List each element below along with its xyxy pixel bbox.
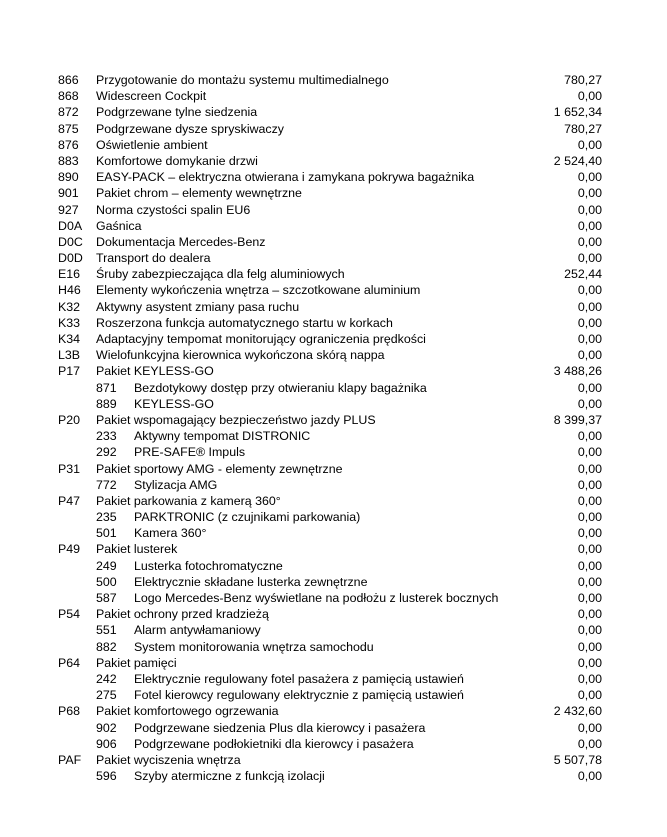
option-price: 0,00 <box>577 688 602 703</box>
option-row <box>0 169 667 185</box>
sub-option-row <box>0 590 667 606</box>
option-price: 0,00 <box>577 186 602 201</box>
option-code: P54 <box>58 607 81 622</box>
option-row <box>0 250 667 266</box>
option-price: 0,00 <box>577 315 602 330</box>
option-description: Pakiet lusterek <box>96 542 178 557</box>
option-code: 871 <box>96 380 117 395</box>
option-description: Śruby zabezpieczająca dla felg aluminiowych <box>96 267 345 282</box>
option-description: Roszerzona funkcja automatycznego startu w korkach <box>96 315 393 330</box>
option-code: 772 <box>96 477 117 492</box>
option-row <box>0 121 667 137</box>
sub-option-row <box>0 687 667 703</box>
option-price: 0,00 <box>577 591 602 605</box>
option-code: 551 <box>96 623 117 638</box>
option-row <box>0 461 667 477</box>
option-code: 500 <box>96 574 117 589</box>
option-code: 868 <box>58 89 79 104</box>
option-code: D0C <box>58 234 83 249</box>
option-description: Stylizacja AMG <box>134 477 218 492</box>
option-description: Transport do dealera <box>96 251 211 266</box>
option-price: 0,00 <box>577 283 602 298</box>
option-code: P17 <box>58 364 81 379</box>
option-row <box>0 104 667 120</box>
sub-option-row <box>0 720 667 736</box>
option-description: Podgrzewane podłokietniki dla kierowcy i pasażera <box>134 736 414 751</box>
option-row <box>0 266 667 282</box>
option-description: Pakiet parkowania z kamerą 360° <box>96 493 281 508</box>
option-row <box>0 153 667 169</box>
option-row <box>0 541 667 557</box>
option-price: 0,00 <box>577 542 602 557</box>
option-row <box>0 234 667 250</box>
option-price: 1 652,34 <box>553 105 602 120</box>
option-code: L3B <box>58 348 81 363</box>
option-row <box>0 752 667 768</box>
option-code: 901 <box>58 186 79 201</box>
option-code: 875 <box>58 121 79 136</box>
option-price: 0,00 <box>577 202 602 217</box>
sub-option-row <box>0 428 667 444</box>
option-description: Lusterka fotochromatyczne <box>134 558 283 573</box>
option-description: Pakiet pamięci <box>96 655 177 670</box>
option-description: Pakiet wyciszenia wnętrza <box>96 752 241 767</box>
option-description: PRE-SAFE® Impuls <box>134 445 246 460</box>
sub-option-row <box>0 444 667 460</box>
option-row <box>0 493 667 509</box>
option-code: P68 <box>58 704 81 719</box>
option-row <box>0 185 667 201</box>
sub-option-row <box>0 768 667 784</box>
option-price: 3 488,26 <box>553 364 602 379</box>
option-price: 2 524,40 <box>553 153 602 168</box>
option-code: K34 <box>58 332 81 346</box>
option-row <box>0 331 667 347</box>
option-description: Pakiet ochrony przed kradzieżą <box>96 607 269 622</box>
option-code: PAF <box>58 752 82 767</box>
option-row <box>0 363 667 379</box>
option-price: 0,00 <box>577 510 602 525</box>
option-price: 0,00 <box>577 396 602 411</box>
option-row <box>0 72 667 88</box>
option-description: Podgrzewane tylne siedzenia <box>96 105 258 120</box>
option-row <box>0 282 667 298</box>
option-price: 0,00 <box>577 234 602 249</box>
option-description: Pakiet sportowy AMG - elementy zewnętrzne <box>96 461 343 476</box>
option-description: Pakiet komfortowego ogrzewania <box>96 704 279 719</box>
option-code: 872 <box>58 105 79 120</box>
sub-option-row <box>0 671 667 687</box>
option-code: P49 <box>58 542 81 557</box>
option-price: 0,00 <box>577 445 602 460</box>
option-code: P20 <box>58 412 81 427</box>
sub-option-row <box>0 574 667 590</box>
sub-option-row <box>0 639 667 655</box>
option-code: P31 <box>58 461 81 476</box>
option-description: Pakiet wspomagający bezpieczeństwo jazdy PLUS <box>96 412 376 427</box>
option-price: 0,00 <box>577 477 602 492</box>
option-code: 866 <box>58 73 79 87</box>
option-description: Elektrycznie regulowany fotel pasażera z pamięcią ustawień <box>134 671 464 686</box>
option-code: 890 <box>58 170 79 185</box>
option-description: Elektrycznie składane lusterka zewnętrzne <box>134 574 368 589</box>
option-code: 889 <box>96 396 117 411</box>
option-code: E16 <box>58 267 81 282</box>
option-price: 0,00 <box>577 348 602 363</box>
option-price: 0,00 <box>577 526 602 541</box>
option-price: 0,00 <box>577 170 602 185</box>
option-price: 0,00 <box>577 736 602 751</box>
option-code: D0D <box>58 251 83 266</box>
option-price: 252,44 <box>564 267 602 282</box>
option-description: Fotel kierowcy regulowany elektrycznie z pamięcią ustawień <box>134 688 464 703</box>
option-price: 0,00 <box>577 769 602 784</box>
option-row <box>0 202 667 218</box>
option-description: Aktywny tempomat DISTRONIC <box>134 429 311 444</box>
option-price: 0,00 <box>577 218 602 233</box>
option-row <box>0 299 667 315</box>
option-code: D0A <box>58 218 83 233</box>
option-price: 0,00 <box>577 574 602 589</box>
option-code: 882 <box>96 639 117 654</box>
option-price: 0,00 <box>577 89 602 104</box>
option-code: 927 <box>58 202 79 217</box>
option-row <box>0 412 667 428</box>
option-price: 0,00 <box>577 607 602 622</box>
option-description: Podgrzewane dysze spryskiwaczy <box>96 121 285 136</box>
sub-option-row <box>0 558 667 574</box>
sub-option-row <box>0 622 667 638</box>
option-code: 883 <box>58 153 79 168</box>
option-row <box>0 315 667 331</box>
option-description: Pakiet KEYLESS-GO <box>96 364 214 379</box>
option-row <box>0 703 667 719</box>
option-description: Adaptacyjny tempomat monitorujący ograniczenia prędkości <box>96 332 426 346</box>
option-description: Gaśnica <box>96 218 142 233</box>
option-price: 0,00 <box>577 639 602 654</box>
option-price: 0,00 <box>577 380 602 395</box>
option-code: P64 <box>58 655 81 670</box>
equipment-price-list <box>0 72 667 784</box>
option-code: H46 <box>58 283 81 298</box>
option-row <box>0 218 667 234</box>
option-description: Szyby atermiczne z funkcją izolacji <box>134 769 325 784</box>
option-code: 596 <box>96 769 117 784</box>
option-description: PARKTRONIC (z czujnikami parkowania) <box>134 510 361 525</box>
option-description: Norma czystości spalin EU6 <box>96 202 251 217</box>
option-price: 780,27 <box>564 73 602 87</box>
option-price: 2 432,60 <box>553 704 602 719</box>
option-row <box>0 347 667 363</box>
option-price: 0,00 <box>577 251 602 266</box>
option-price: 0,00 <box>577 299 602 314</box>
option-description: Podgrzewane siedzenia Plus dla kierowcy i pasażera <box>134 720 426 735</box>
option-row <box>0 606 667 622</box>
option-code: 906 <box>96 736 117 751</box>
sub-option-row <box>0 477 667 493</box>
option-price: 0,00 <box>577 332 602 346</box>
option-code: P47 <box>58 493 81 508</box>
sub-option-row <box>0 380 667 396</box>
sub-option-row <box>0 509 667 525</box>
option-price: 0,00 <box>577 558 602 573</box>
option-price: 0,00 <box>577 137 602 152</box>
option-description: Bezdotykowy dostęp przy otwieraniu klapy bagażnika <box>134 380 427 395</box>
option-description: Oświetlenie ambient <box>96 137 208 152</box>
option-price: 5 507,78 <box>553 752 602 767</box>
option-code: K32 <box>58 299 81 314</box>
option-price: 0,00 <box>577 493 602 508</box>
option-row <box>0 655 667 671</box>
option-description: EASY-PACK – elektryczna otwierana i zamykana pokrywa bagażnika <box>96 170 475 185</box>
option-description: Elementy wykończenia wnętrza – szczotkowane aluminium <box>96 283 421 298</box>
option-price: 8 399,37 <box>553 412 602 427</box>
option-row <box>0 137 667 153</box>
option-price: 780,27 <box>564 121 602 136</box>
option-code: 902 <box>96 720 117 735</box>
option-price: 0,00 <box>577 671 602 686</box>
option-code: 275 <box>96 688 117 703</box>
option-code: 249 <box>96 558 117 573</box>
option-description: Przygotowanie do montażu systemu multimedialnego <box>96 73 389 87</box>
option-price: 0,00 <box>577 461 602 476</box>
option-code: K33 <box>58 315 81 330</box>
option-description: Kamera 360° <box>134 526 207 541</box>
option-code: 235 <box>96 510 117 525</box>
option-description: Logo Mercedes-Benz wyświetlane na podłożu z lusterek bocznych <box>134 591 499 605</box>
option-description: Aktywny asystent zmiany pasa ruchu <box>96 299 300 314</box>
sub-option-row <box>0 396 667 412</box>
option-code: 501 <box>96 526 117 541</box>
option-description: Wielofunkcyjna kierownica wykończona skórą nappa <box>96 348 385 363</box>
option-code: 876 <box>58 137 79 152</box>
option-code: 233 <box>96 429 117 444</box>
option-description: Dokumentacja Mercedes-Benz <box>96 234 266 249</box>
option-description: Komfortowe domykanie drzwi <box>96 153 258 168</box>
option-price: 0,00 <box>577 655 602 670</box>
option-code: 292 <box>96 445 117 460</box>
option-price: 0,00 <box>577 720 602 735</box>
option-description: System monitorowania wnętrza samochodu <box>134 639 374 654</box>
option-price: 0,00 <box>577 429 602 444</box>
option-code: 242 <box>96 671 117 686</box>
option-row <box>0 88 667 104</box>
option-code: 587 <box>96 591 117 605</box>
sub-option-row <box>0 736 667 752</box>
option-price: 0,00 <box>577 623 602 638</box>
sub-option-row <box>0 525 667 541</box>
option-description: Alarm antywłamaniowy <box>134 623 261 638</box>
option-description: Widescreen Cockpit <box>96 89 207 104</box>
option-description: KEYLESS-GO <box>134 396 214 411</box>
option-description: Pakiet chrom – elementy wewnętrzne <box>96 186 302 201</box>
